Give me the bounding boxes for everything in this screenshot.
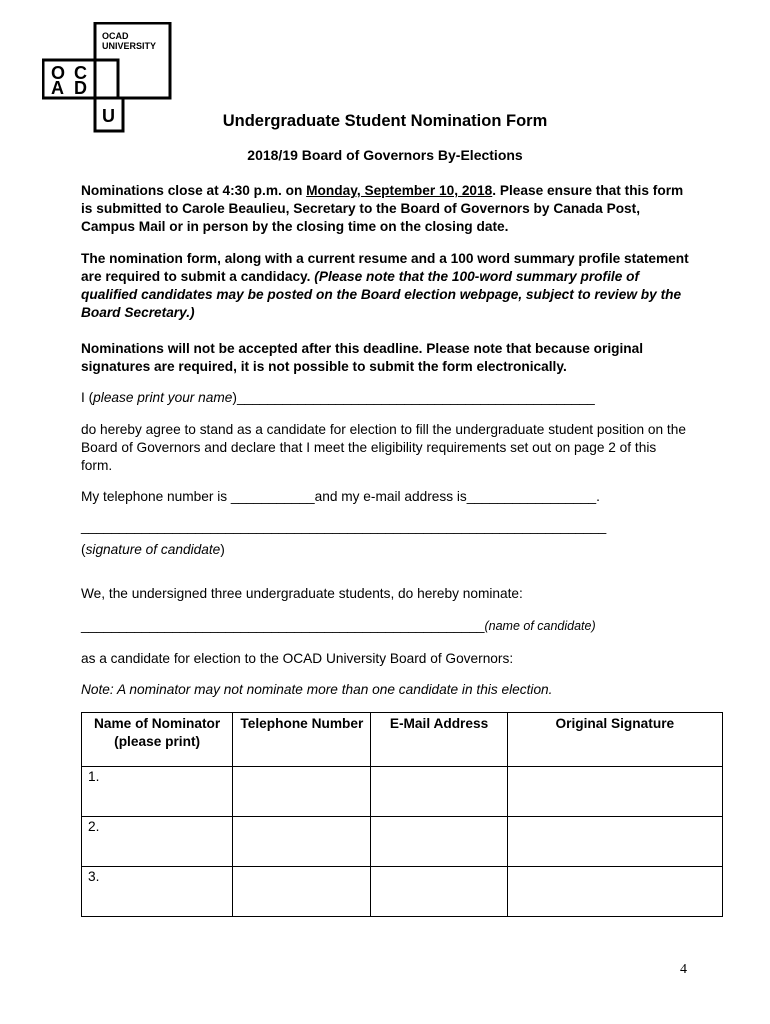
nominee-name-blank: _____________________________________________________ xyxy=(81,618,485,633)
telephone-cell[interactable] xyxy=(233,767,371,817)
deadline-text-a: Nominations close at 4:30 p.m. on xyxy=(81,183,307,198)
row-number[interactable]: 1. xyxy=(82,767,233,817)
signature-caption xyxy=(81,541,691,559)
nominee-name-label: (name of candidate) xyxy=(484,619,596,633)
row-number[interactable]: 2. xyxy=(82,817,233,867)
name-line-hint: please print your name xyxy=(93,390,233,405)
header-name-text: Name of Nominator (please print) xyxy=(93,716,221,749)
telephone-cell[interactable] xyxy=(233,867,371,917)
email-cell[interactable] xyxy=(371,817,507,867)
signature-cell[interactable] xyxy=(507,767,722,817)
form-subtitle: 2018/19 Board of Governors By-Elections xyxy=(247,147,523,163)
header-email: E-Mail Address xyxy=(371,713,507,767)
signature-line[interactable]: _____________________________________________________________________ xyxy=(81,519,607,534)
logo-letter-o: O xyxy=(51,63,66,83)
table-row xyxy=(82,817,723,867)
signature-caption-open: ( xyxy=(81,542,86,557)
requirements-paragraph xyxy=(81,250,691,322)
signature-caption-text: signature of candidate xyxy=(85,542,221,557)
page-number: 4 xyxy=(680,962,687,977)
table-row xyxy=(82,867,723,917)
logo-line1: OCAD xyxy=(102,31,129,41)
signature-caption-close: ) xyxy=(220,542,225,557)
logo-letter-u: U xyxy=(102,106,115,126)
header-signature: Original Signature xyxy=(507,713,722,767)
nominator-note: Note: A nominator may not nominate more than one candidate in this election. xyxy=(81,682,553,697)
header-telephone: Telephone Number xyxy=(233,713,371,767)
nominate-paragraph: We, the undersigned three undergraduate students, do hereby nominate: xyxy=(81,586,523,601)
agreement-paragraph: do hereby agree to stand as a candidate for election to fill the undergraduate student position on the Board of Governors and declare that I meet the eligibility requirements set out on page 2 of this form. xyxy=(81,422,686,473)
table-row xyxy=(82,767,723,817)
name-line-prefix: I ( xyxy=(81,390,94,405)
contact-line[interactable]: My telephone number is ___________and my e-mail address is_________________. xyxy=(81,489,600,504)
signature-cell[interactable] xyxy=(507,867,722,917)
nominee-name-line[interactable] xyxy=(81,617,691,635)
signature-cell[interactable] xyxy=(507,817,722,867)
deadline-text-b: . Please ensure that this form is submitted to Carole Beaulieu, Secretary to the Board of Governors by Canada Post, Campus Mail or in person by the closing time on the closing date. xyxy=(81,183,684,234)
row-number[interactable]: 3. xyxy=(82,867,233,917)
name-line-blank: )_______________________________________________ xyxy=(232,390,595,405)
telephone-cell[interactable] xyxy=(233,817,371,867)
requirements-note: (Please note that the 100-word summary profile of qualified candidates may be posted on the Board election webpage, subject to review by the Board Secretary.) xyxy=(81,269,682,320)
table-header-row xyxy=(82,713,723,767)
header-name xyxy=(82,713,233,767)
late-notice-paragraph: Nominations will not be accepted after this deadline. Please note that because original signatures are required, it is not possible to submit the form electronically. xyxy=(81,341,644,374)
candidate-for-paragraph: as a candidate for election to the OCAD University Board of Governors: xyxy=(81,651,514,666)
candidate-name-line[interactable] xyxy=(81,389,691,407)
email-cell[interactable] xyxy=(371,767,507,817)
deadline-date: Monday, September 10, 2018 xyxy=(306,183,493,198)
logo-letter-c: C xyxy=(74,63,87,83)
requirements-text: The nomination form, along with a current resume and a 100 word summary profile statement are required to submit a candidacy. xyxy=(81,251,689,284)
logo-letter-a: A xyxy=(51,78,64,98)
logo-line2: UNIVERSITY xyxy=(102,41,157,51)
nominators-table xyxy=(81,712,723,917)
deadline-paragraph xyxy=(81,182,691,236)
email-cell[interactable] xyxy=(371,867,507,917)
form-title: Undergraduate Student Nomination Form xyxy=(222,112,548,130)
logo-letter-d: D xyxy=(74,78,87,98)
